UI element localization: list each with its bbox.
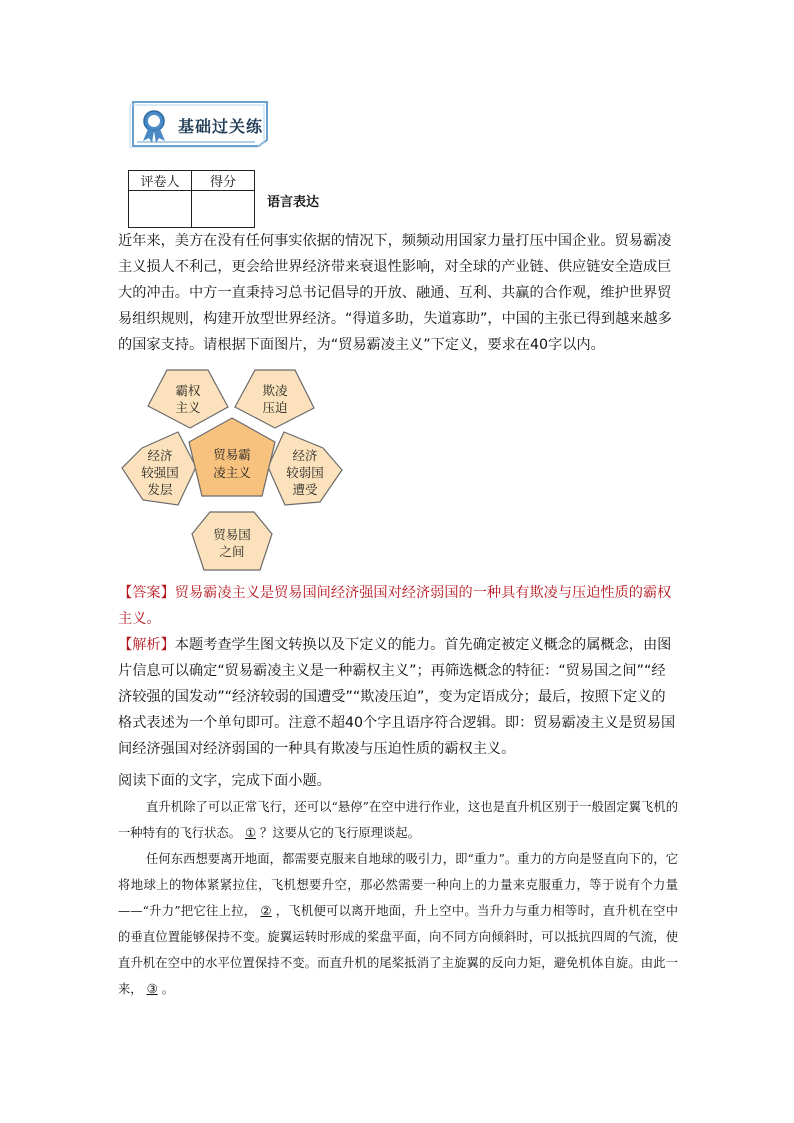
- blank-2: ②: [260, 904, 272, 918]
- passage-p1-text-a: 直升机除了可以正常飞行，还可以“悬停”在空中进行作业，这也是直升机区别于一般固定翼飞机的一种特有的飞行状态。: [118, 800, 678, 840]
- label-top-right-2: 压迫: [262, 400, 288, 415]
- answer-block: [118, 580, 678, 632]
- blank-3: ③: [146, 982, 158, 996]
- label-left-2: 较强国: [141, 465, 179, 480]
- question-text: 近年来，美方在没有任何事实依据的情况下，频频动用国家力量打压中国企业。贸易霸凌主义损人不利己，更会给世界经济带来衰退性影响，对全球的产业链、供应链安全造成巨大的冲击。中方一直秉持习总书记倡导的开放、融通、互利、共赢的合作观，维护世界贸易组织规则，构建开放型世界经济。“得道多助，失道寡助”，中国的主张已得到越来越多的国家支持。请根据下面图片，为“贸易霸凌主义”下定义，要求在40字以内。: [118, 233, 672, 353]
- label-bottom-1: 贸易国: [213, 527, 251, 542]
- label-left-3: 发层: [147, 482, 173, 497]
- score-cell-score: [192, 191, 255, 228]
- score-header-score: 得分: [192, 171, 255, 191]
- label-left-1: 经济: [147, 448, 173, 463]
- score-cell-grader: [129, 191, 192, 228]
- banner-title: 基础过关练: [178, 117, 264, 136]
- section-label: 语言表达: [267, 195, 320, 210]
- label-top-left-1: 霸权: [175, 383, 201, 398]
- label-bottom-2: 之间: [219, 544, 245, 559]
- pentagon-center: [189, 418, 275, 496]
- pentagon-top-right: [235, 370, 314, 428]
- label-top-left-2: 主义: [175, 400, 201, 415]
- passage-paragraph-1: [118, 794, 678, 846]
- reading-instruction: 阅读下面的文字，完成下面小题。: [118, 773, 331, 789]
- pentagon-top-left: [148, 370, 228, 428]
- analysis-text: 本题考查学生图文转换以及下定义的能力。首先确定被定义概念的属概念，由图片信息可以确定“贸易霸凌主义是一种霸权主义”；再筛选概念的特征：“贸易国之间”“经济较强的国发动”“经济较弱的国遭受”“欺凌压迫”，变为定语成分；最后，按照下定义的格式表述为一个单句即可。注意不超40个字且语序符合逻辑。即：贸易霸凌主义是贸易国间经济强国对经济弱国的一种具有欺凌与压迫性质的霸权主义。: [118, 637, 676, 757]
- passage-p2-text-b: ，飞机便可以离开地面，升上空中。当升力与重力相等时，直升机在空中的垂直位置能够保持不变。旋翼运转时形成的桨盘平面，向不同方向倾斜时，可以抵抗四周的气流，使直升机在空中的水平位置保持不变。而直升机的尾桨抵消了主旋翼的反向力矩，避免机体自旋。由此一来，: [118, 904, 678, 996]
- blank-1: ①: [244, 826, 257, 840]
- label-right-2: 较弱国: [286, 465, 324, 480]
- score-header-grader: 评卷人: [129, 171, 192, 191]
- label-center-1: 贸易霸: [213, 447, 251, 462]
- label-right-3: 遭受: [292, 482, 318, 497]
- answer-label: 【答案】: [118, 585, 175, 601]
- passage-paragraph-2: [118, 846, 678, 1002]
- analysis-block: [118, 632, 678, 762]
- answer-text: 贸易霸凌主义是贸易国间经济强国对经济弱国的一种具有欺凌与压迫性质的霸权主义。: [118, 585, 672, 627]
- pentagon-left: [122, 432, 196, 505]
- passage-p1-text-b: ？这要从它的飞行原理谈起。: [260, 826, 420, 840]
- passage-p2-text-a: 任何东西想要离开地面，都需要克服来自地球的吸引力，即“重力”。重力的方向是竖直向下的，它将地球上的物体紧紧拉住，飞机想要升空，那必然需要一种向上的力量来克服重力，等于说有个力量——“升力”把它往上拉，: [118, 852, 678, 918]
- passage-p2-text-c: 。: [161, 982, 174, 996]
- pentagon-bottom: [192, 512, 272, 570]
- label-center-2: 凌主义: [213, 465, 251, 480]
- pentagon-right: [268, 432, 342, 505]
- pentagon-diagram: [120, 362, 345, 578]
- label-top-right-1: 欺凌: [262, 383, 288, 398]
- score-table: [128, 170, 255, 228]
- analysis-label: 【解析】: [118, 637, 175, 653]
- label-right-1: 经济: [292, 448, 318, 463]
